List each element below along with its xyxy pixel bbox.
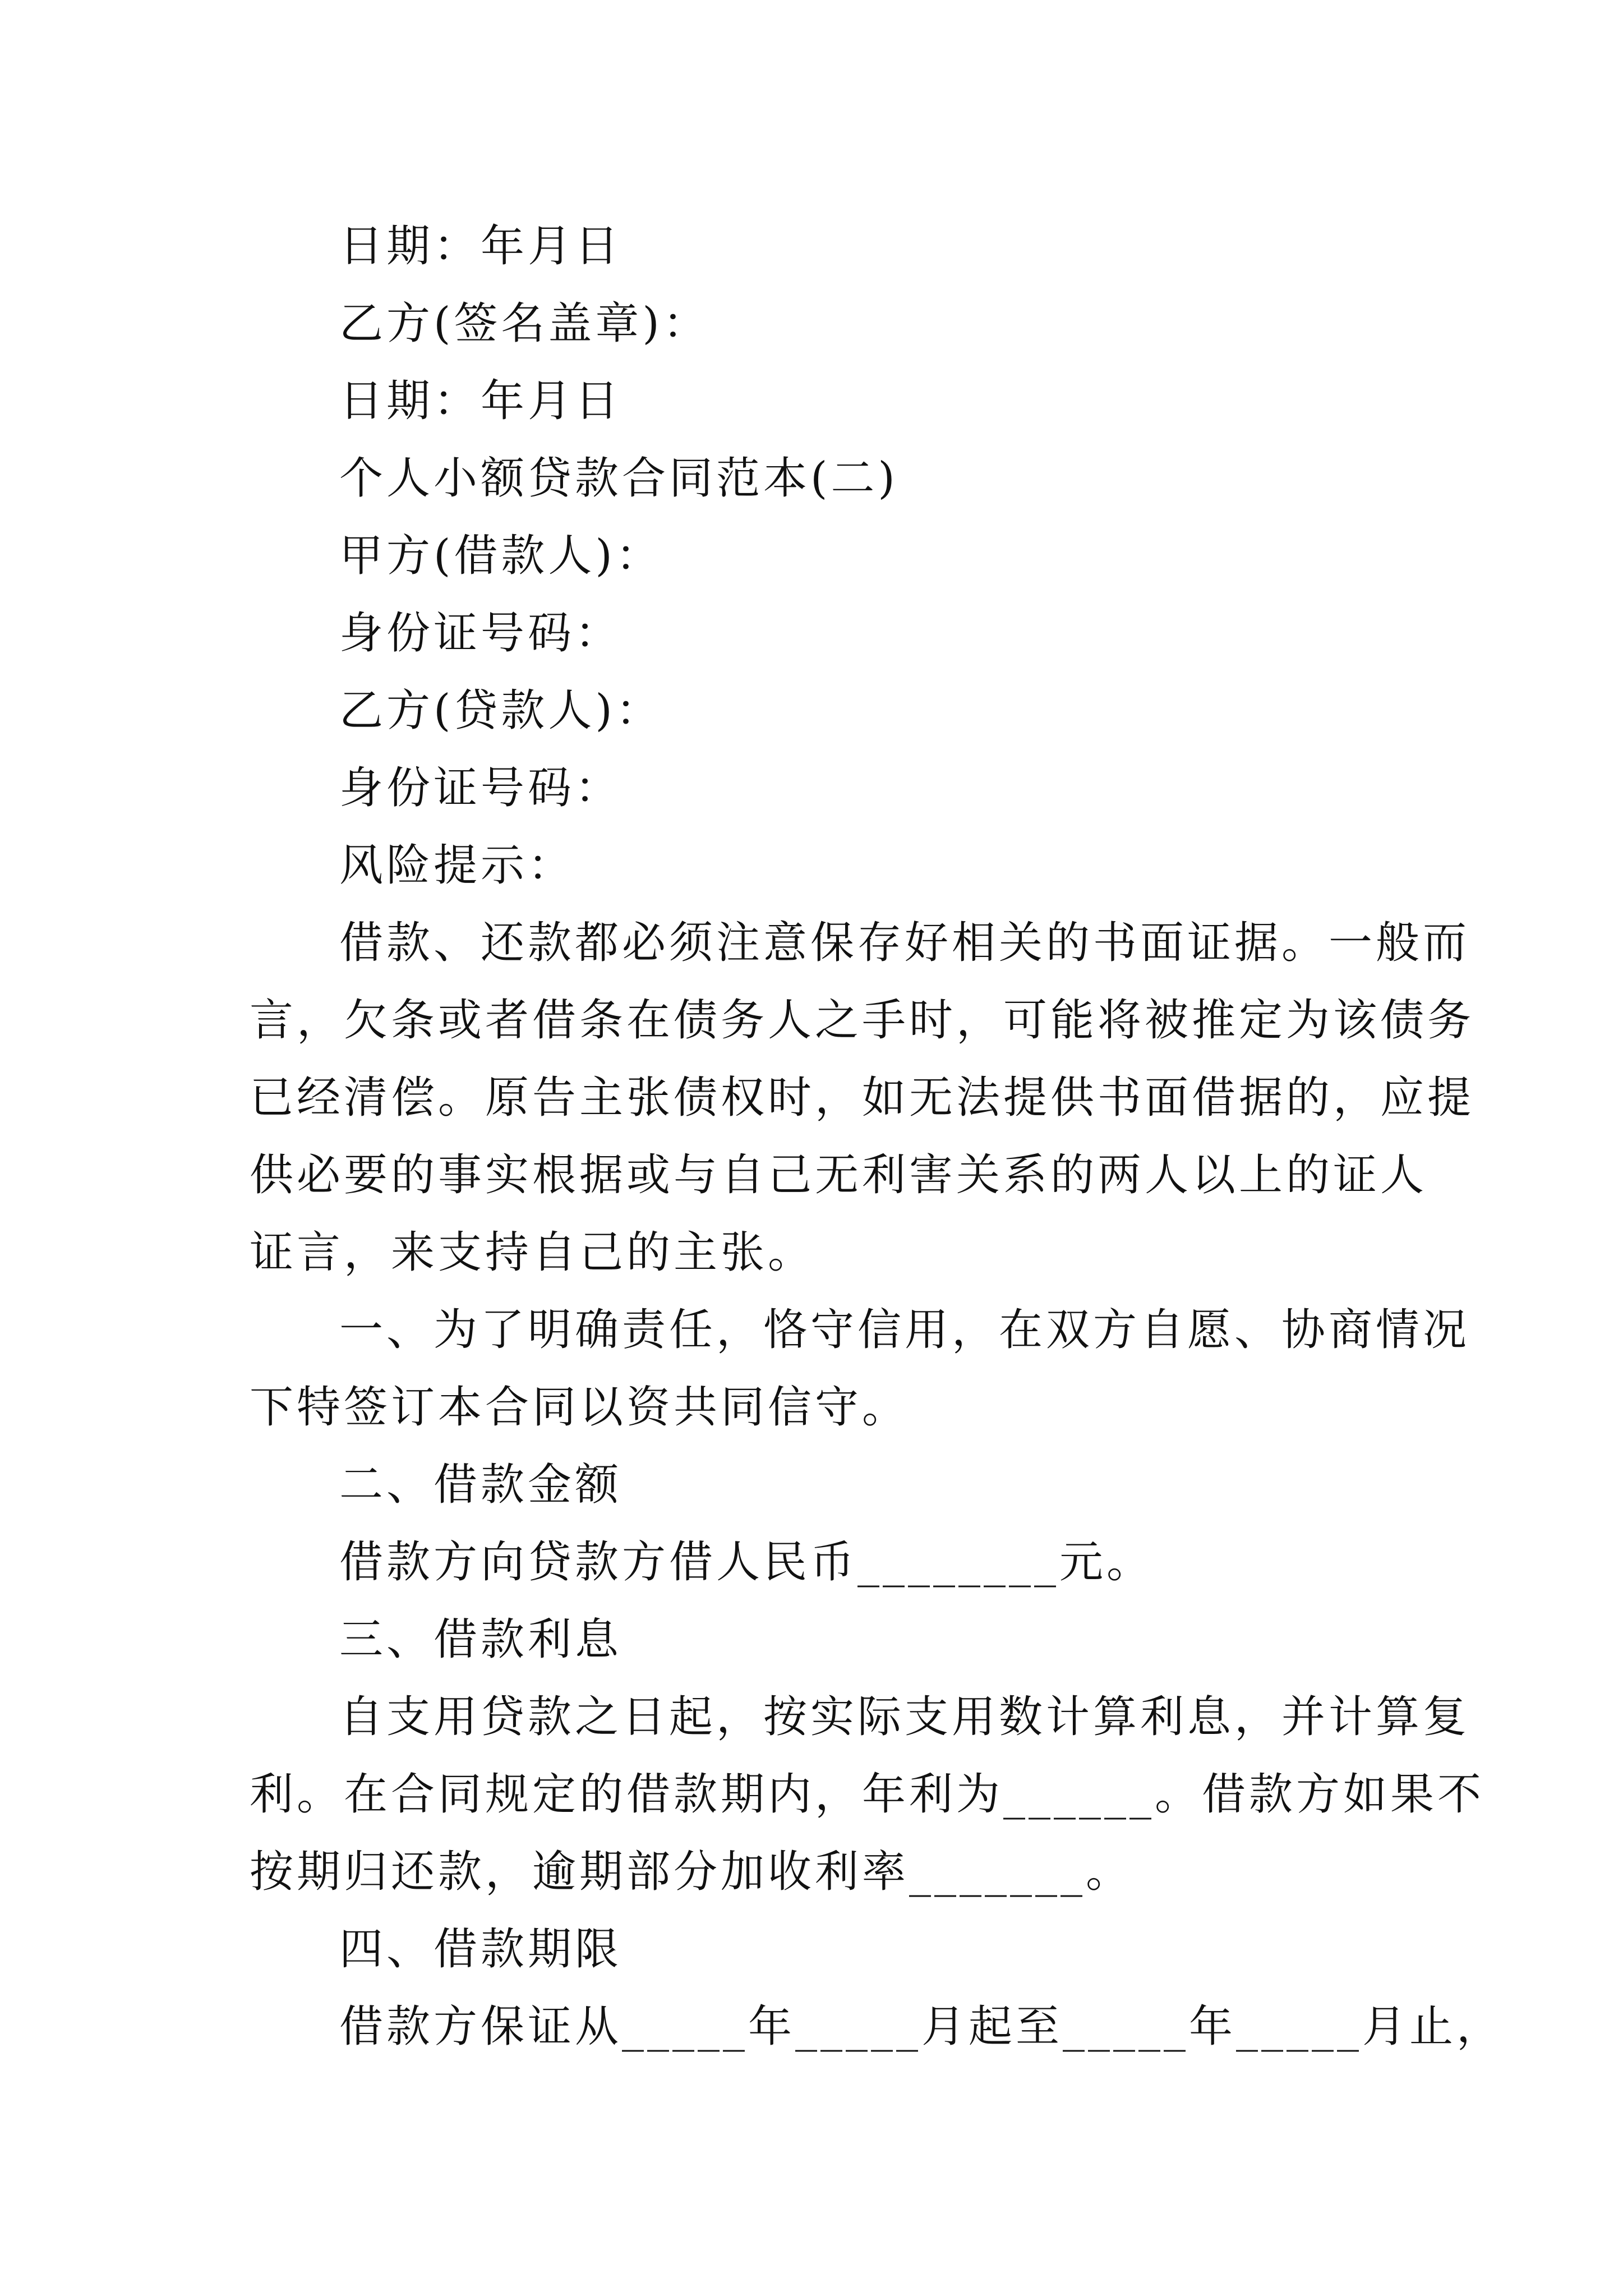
clause-1-paragraph (250, 1291, 1470, 1446)
party-a-borrower-line: 甲方(借款人)： (339, 531, 663, 581)
paragraph-line: 言，欠条或者借条在债务人之手时，可能将被推定为该债务 (250, 995, 1475, 1046)
id-number-line: 身份证号码： (339, 763, 623, 813)
clause-4-body: 借款方保证从_____年_____月起至_____年_____月止， (339, 2001, 1504, 2052)
paragraph-line: 供必要的事实根据或与自己无利害关系的两人以上的证人 (250, 1150, 1428, 1200)
paragraph-line: 利。在合同规定的借款期内，年利为______。借款方如果不 (250, 1769, 1485, 1820)
party-b-lender-line: 乙方(贷款人)： (339, 685, 663, 736)
paragraph-line: 下特签订本合同以资共同信守。 (250, 1382, 910, 1433)
party-b-signature-line: 乙方(签名盖章)： (339, 298, 710, 349)
paragraph-line: 自支用贷款之日起，按实际支用数计算利息，并计算复 (339, 1692, 1470, 1742)
clause-2-body: 借款方向贷款方借人民币________元。 (339, 1537, 1154, 1588)
clause-4-heading: 四、借款期限 (339, 1924, 623, 1975)
date-line: 日期：年月日 (339, 221, 623, 272)
paragraph-line: 证言，来支持自己的主张。 (250, 1227, 815, 1278)
paragraph-line: 按期归还款，逾期部分加收利率_______。 (250, 1847, 1133, 1897)
id-number-line: 身份证号码： (339, 608, 623, 659)
document-body (250, 208, 1504, 2065)
clause-3-paragraph (250, 1678, 1485, 1911)
date-line: 日期：年月日 (339, 376, 623, 426)
clause-3-heading: 三、借款利息 (339, 1614, 623, 1665)
paragraph-line: 已经清偿。原告主张债权时，如无法提供书面借据的，应提 (250, 1073, 1475, 1123)
clause-2-heading: 二、借款金额 (339, 1460, 623, 1510)
paragraph-line: 一、为了明确责任，恪守信用，在双方自愿、协商情况 (339, 1305, 1470, 1355)
risk-notice-heading: 风险提示： (339, 840, 575, 891)
document-title: 个人小额贷款合同范本(二) (339, 453, 898, 504)
risk-notice-paragraph (250, 904, 1475, 1291)
paragraph-line: 借款、还款都必须注意保存好相关的书面证据。一般而 (339, 918, 1470, 968)
